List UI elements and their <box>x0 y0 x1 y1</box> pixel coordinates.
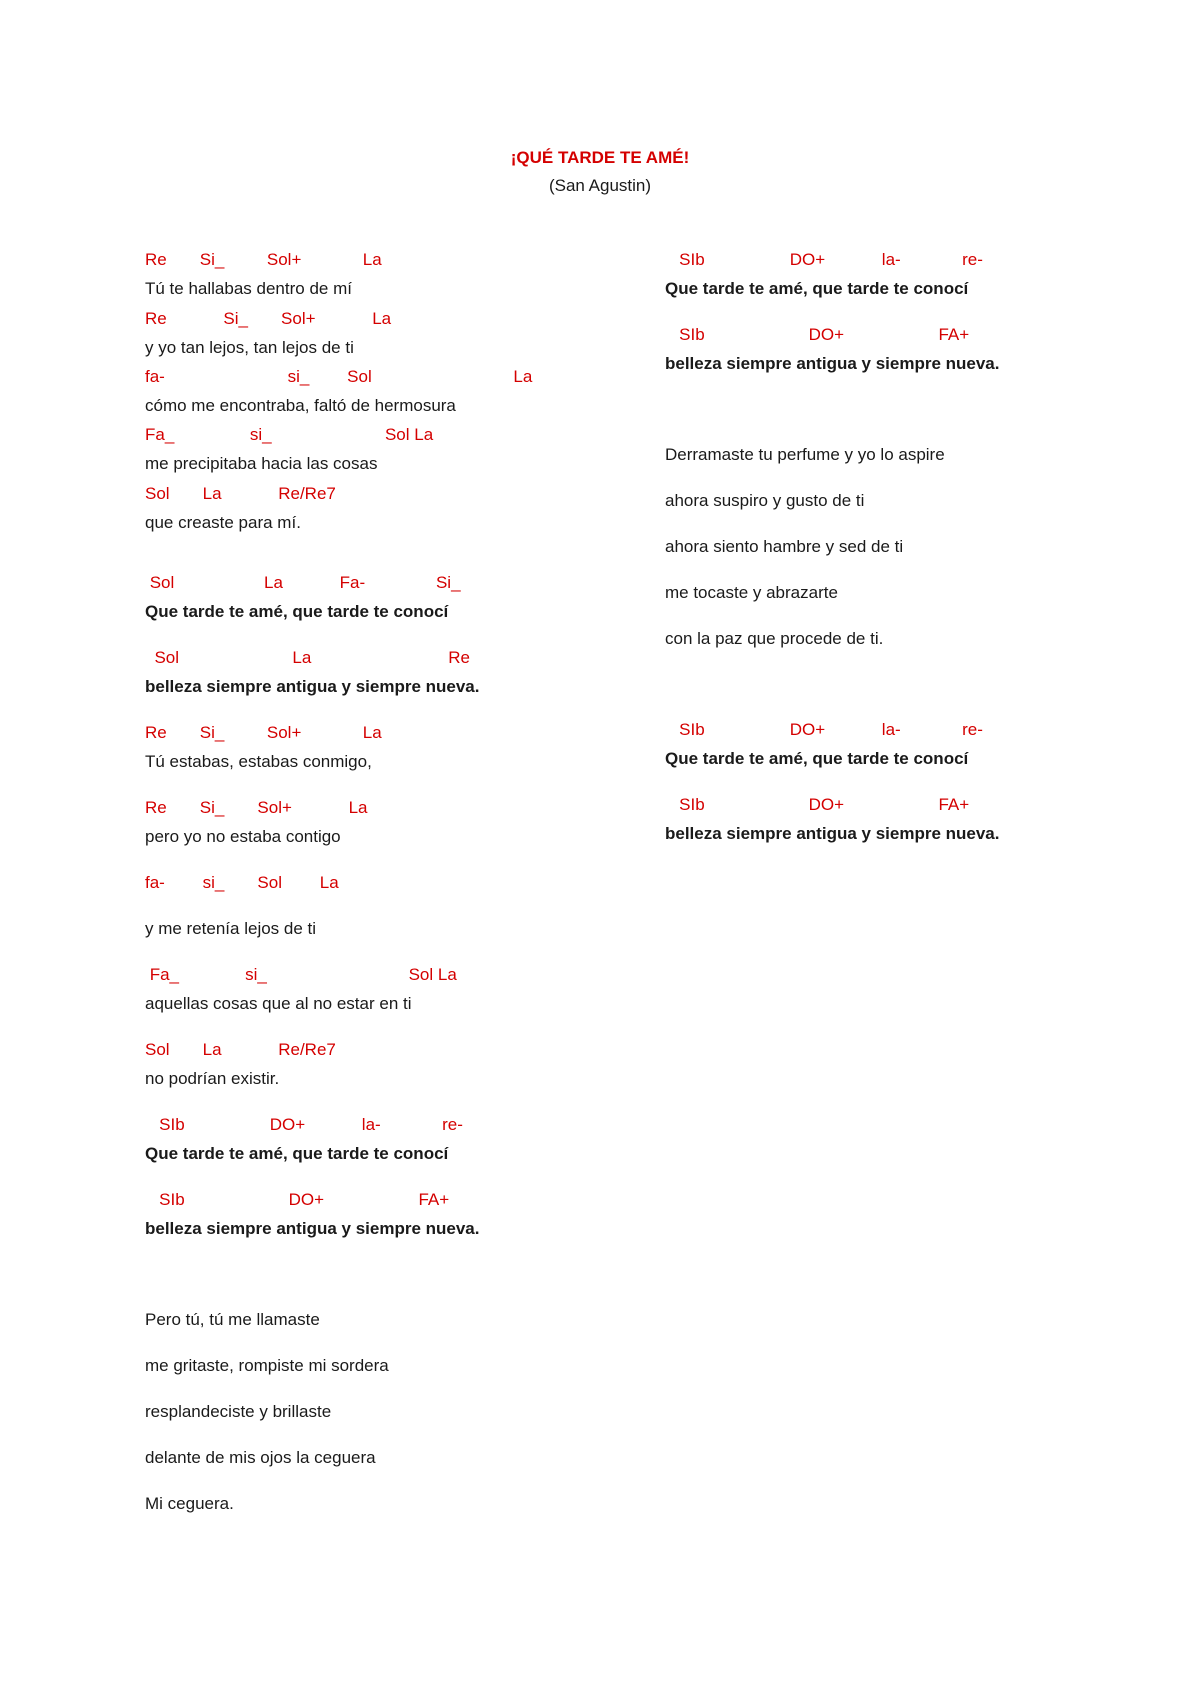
song-title: ¡QUÉ TARDE TE AMÉ! <box>510 148 690 167</box>
lyric-line: y me retenía lejos de ti <box>145 919 317 938</box>
chord-line: SIb DO+ la- re- <box>665 250 983 269</box>
lyric-line: me gritaste, rompiste mi sordera <box>145 1356 389 1375</box>
chord-line: Sol La Re/Re7 <box>145 484 336 503</box>
lyric-line: pero yo no estaba contigo <box>145 827 341 846</box>
chord-line: SIb DO+ FA+ <box>665 325 970 344</box>
chord-line: Re Si_ Sol+ La <box>145 723 382 742</box>
chord-line: Fa_ si_ Sol La <box>145 965 457 984</box>
lyric-line: ahora siento hambre y sed de ti <box>665 537 904 556</box>
lyric-line: cómo me encontraba, faltó de hermosura <box>145 396 456 415</box>
chord-line: fa- si_ Sol La <box>145 873 339 892</box>
lyric-line: Tú te hallabas dentro de mí <box>145 279 352 298</box>
lyric-line: ahora suspiro y gusto de ti <box>665 491 865 510</box>
chord-line: Sol La Re/Re7 <box>145 1040 336 1059</box>
lyric-line: que creaste para mí. <box>145 513 301 532</box>
lyric-line: aquellas cosas que al no estar en ti <box>145 994 412 1013</box>
chord-line: Sol La Fa- Si_ <box>145 573 461 592</box>
lyric-line: Pero tú, tú me llamaste <box>145 1310 320 1329</box>
refrain-line: Que tarde te amé, que tarde te conocí <box>145 1144 449 1163</box>
refrain-line: belleza siempre antigua y siempre nueva. <box>145 1219 480 1238</box>
lyric-line: resplandeciste y brillaste <box>145 1402 332 1421</box>
chord-line: Re Si_ Sol+ La <box>145 798 368 817</box>
chord-line: Re Si_ Sol+ La <box>145 250 382 269</box>
lyric-line: Mi ceguera. <box>145 1494 234 1513</box>
refrain-line: belleza siempre antigua y siempre nueva. <box>665 824 1000 843</box>
refrain-line: belleza siempre antigua y siempre nueva. <box>665 354 1000 373</box>
chord-line: Re Si_ Sol+ La <box>145 309 392 328</box>
lyric-line: no podrían existir. <box>145 1069 280 1088</box>
lyric-line: me tocaste y abrazarte <box>665 583 838 602</box>
chord-line: Fa_ si_ Sol La <box>145 425 434 444</box>
lyric-line: con la paz que procede de ti. <box>665 629 884 648</box>
lyric-line: Derramaste tu perfume y yo lo aspire <box>665 445 945 464</box>
chord-line: SIb DO+ FA+ <box>665 795 970 814</box>
chord-line: SIb DO+ la- re- <box>665 720 983 739</box>
lyric-line: y yo tan lejos, tan lejos de ti <box>145 338 354 357</box>
chord-line: Sol La Re <box>145 648 470 667</box>
refrain-line: Que tarde te amé, que tarde te conocí <box>145 602 449 621</box>
refrain-line: Que tarde te amé, que tarde te conocí <box>665 749 969 768</box>
refrain-line: Que tarde te amé, que tarde te conocí <box>665 279 969 298</box>
lyric-line: me precipitaba hacia las cosas <box>145 454 378 473</box>
refrain-line: belleza siempre antigua y siempre nueva. <box>145 677 480 696</box>
lyric-line: Tú estabas, estabas conmigo, <box>145 752 372 771</box>
lyric-line: delante de mis ojos la ceguera <box>145 1448 376 1467</box>
chord-line: fa- si_ Sol La <box>145 367 533 386</box>
chord-line: SIb DO+ FA+ <box>145 1190 450 1209</box>
chord-line: SIb DO+ la- re- <box>145 1115 463 1134</box>
song-author: (San Agustin) <box>548 176 652 195</box>
